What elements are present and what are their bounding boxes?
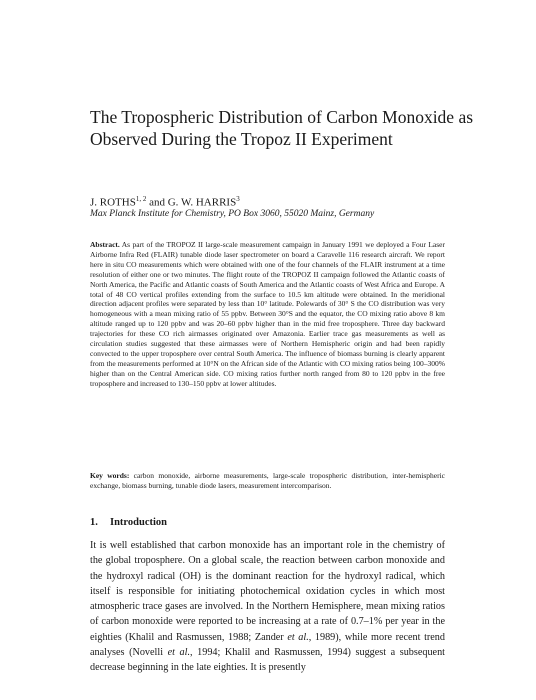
citation-etal: et al. xyxy=(167,647,191,659)
section-title: Introduction xyxy=(110,517,167,528)
author-superscript: 1, 2 xyxy=(135,195,147,203)
intro-text: , 1989), while more recent trend analyses (Novelli xyxy=(90,631,445,659)
intro-paragraph xyxy=(90,538,445,676)
author-name: J. ROTHS xyxy=(90,196,136,209)
author-line xyxy=(90,195,240,209)
abstract-label: Abstract. xyxy=(90,240,120,249)
author-conjunction: and xyxy=(146,196,168,209)
keywords xyxy=(90,471,445,491)
section-number: 1. xyxy=(90,517,98,528)
keywords-text: carbon monoxide, airborne measurements, large-scale tropospheric distribution, inter-hemispheric exchange, biomass burning, tunable diode lasers, measurement intercomparison. xyxy=(90,471,445,490)
abstract xyxy=(90,240,445,389)
intro-text: , 1994; Khalil and Rasmussen, 1994) suggest a subsequent decrease beginning in the late eighties. It is presently xyxy=(90,647,446,674)
affiliation: Max Planck Institute for Chemistry, PO Box 3060, 55020 Mainz, Germany xyxy=(90,209,375,219)
abstract-text: As part of the TROPOZ II large-scale measurement campaign in January 1991 we deployed a Four Laser Airborne Infra Red (FLAIR) tunable diode laser spectrometer on board a Caravelle 116 research aircraft. We report here in situ CO measurements which were obtained with one of the four channels of the FLAIR instrument at a time resolution of either one or two minutes. The flight route of the TROPOZ II campaign followed the Atlantic coasts of North America, the Pacific and Atlantic coasts of South America and the Atlantic coasts of West Africa and Europe. A total of 48 CO vertical profiles extending from the surface to 10.5 km altitude were obtained. In the meridional direction adjacent profiles were separated by less than 10° latitude. Polewards of 30° S the CO distribution was very homogeneous with a mean mixing ratio of 55 ppbv. Between 30°S and the equator, the CO mixing ratio above 8 km altitude ranged up to 120 ppbv and was 20–60 ppbv higher than in the mid free troposphere. Three day backward trajectories for these CO rich airmasses originated over Amazonia. Earlier trace gas measurements as well as circulation studies suggested that these airmasses were of Northern Hemispheric origin and had been rapidly convected to the upper troposphere over central South America. The influence of biomass burning is clearly apparent from the measurements performed at 10°N on the African side of the Atlantic with CO mixing ratios being 100–300% higher than on the Central American side. CO mixing ratios further north ranged from 80 to 120 ppbv in the free troposphere and increased to 130–150 ppbv at lower altitudes. xyxy=(90,240,445,388)
citation-etal: et al. xyxy=(287,631,309,643)
intro-text: It is well established that carbon monoxide has an important role in the chemistry of the global troposphere. On a global scale, the reaction between carbon monoxide and the hydroxyl radical (OH) is the dominant reaction for the hydroxyl radical, which itself is responsible for initiating photochemical oxidation cycles in which most atmospheric trace gases are involved. In the Northern Hemisphere, mean mixing ratios of carbon monoxide were reported to be increasing at a rate of 0.7–1% per year in the eighties (Khalil and Rasmussen, 1988; Zander xyxy=(90,540,445,643)
author-superscript: 3 xyxy=(236,195,240,203)
paper-title: The Tropospheric Distribution of Carbon Monoxide as Observed During the Tropoz II Experiment xyxy=(90,107,474,149)
keywords-label: Key words: xyxy=(90,471,130,480)
author-name: G. W. HARRIS xyxy=(167,196,237,209)
section-heading xyxy=(90,517,167,528)
